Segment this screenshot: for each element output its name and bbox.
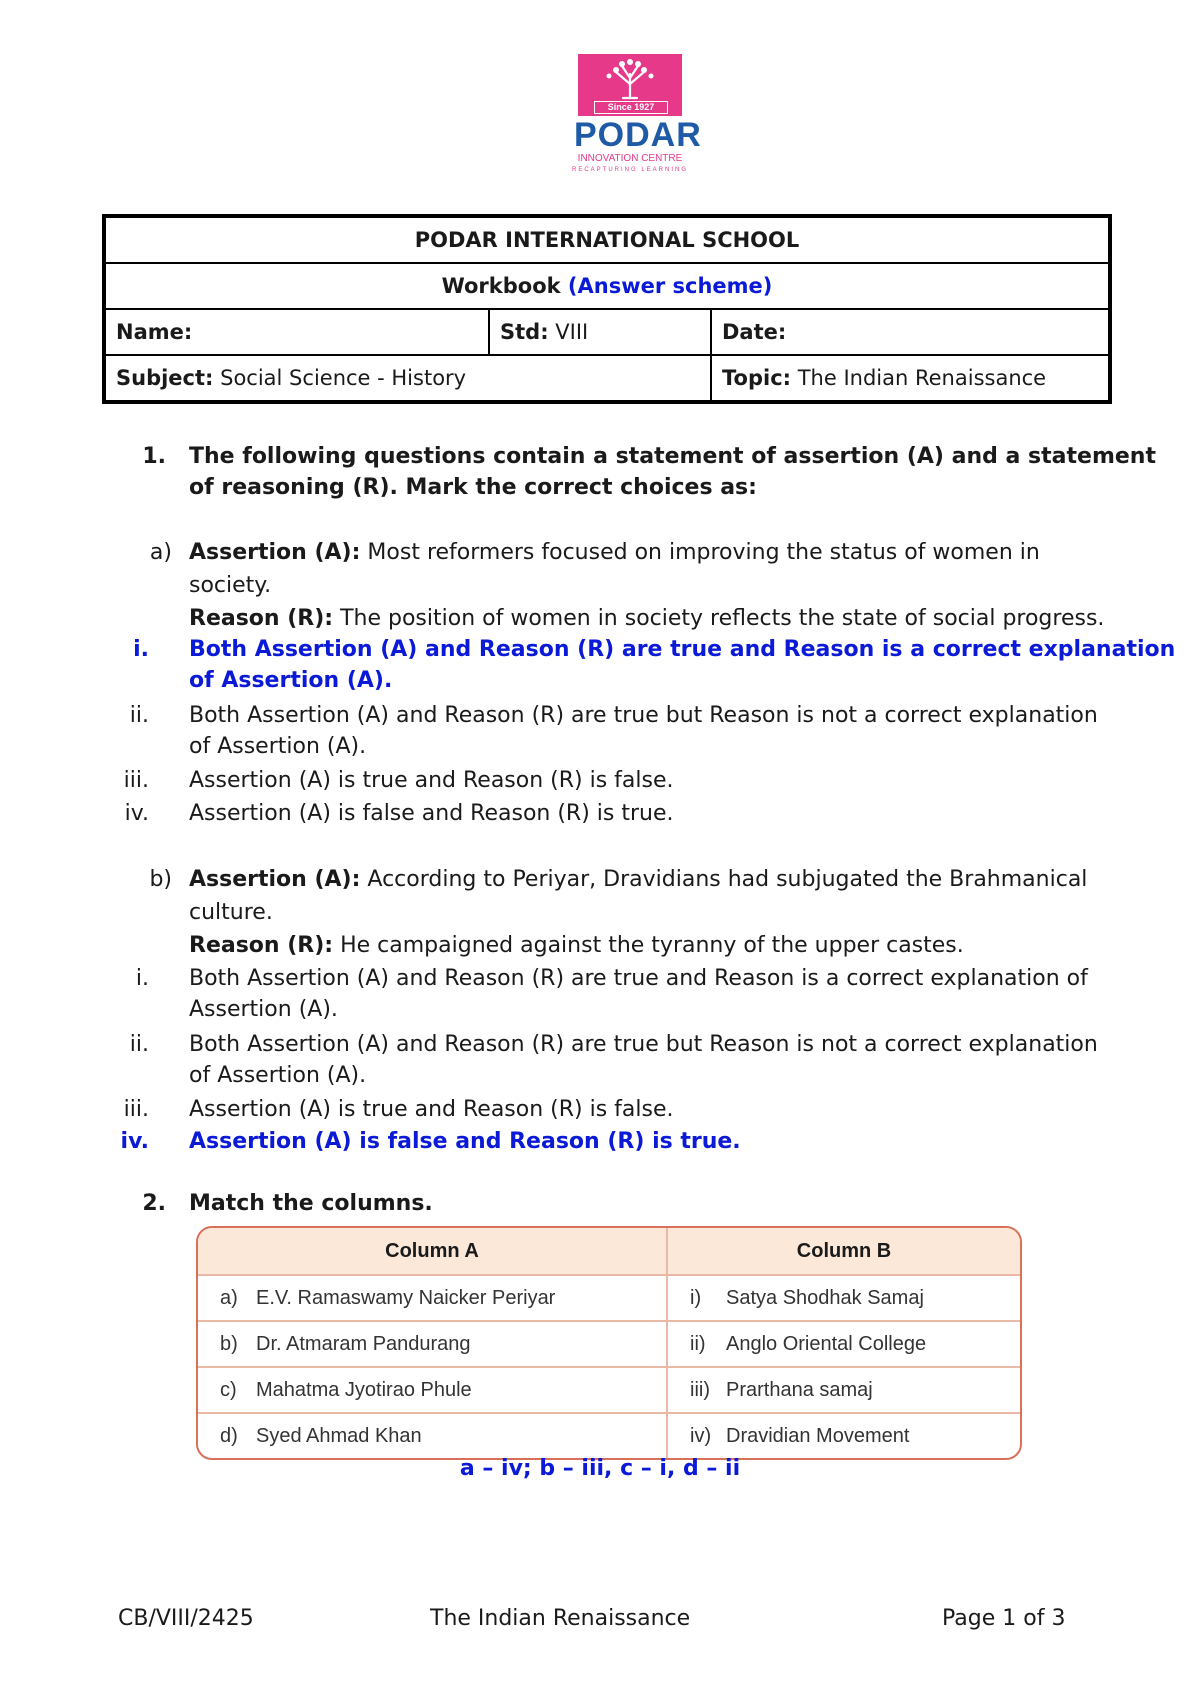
column-b-text: Satya Shodhak Samaj — [726, 1286, 924, 1309]
std-value: VIII — [555, 320, 589, 344]
table-row — [198, 1367, 1020, 1413]
column-b-cell — [667, 1367, 1020, 1413]
topic-cell — [711, 355, 1110, 402]
column-b-header: Column B — [667, 1228, 1020, 1275]
column-b-text: Dravidian Movement — [726, 1424, 910, 1447]
q1b-reason-label: Reason (R): — [189, 933, 334, 958]
q1b-assertion — [189, 865, 1087, 895]
podar-logo — [571, 54, 702, 178]
q1b-opt4-num: iv. — [120, 1129, 149, 1154]
school-name: PODAR INTERNATIONAL SCHOOL — [104, 216, 1110, 263]
q1a-opt2-line2: of Assertion (A). — [189, 734, 367, 759]
date-cell — [711, 309, 1110, 355]
q1a-reason-text: The position of women in society reflects the state of social progress. — [340, 606, 1105, 631]
q1a-assertion — [189, 538, 1040, 568]
subject-value: Social Science - History — [220, 366, 467, 390]
q1a-opt4-num: iv. — [124, 801, 149, 826]
match-table — [196, 1226, 1022, 1460]
footer-page: Page 1 of 3 — [942, 1606, 1066, 1631]
column-b-cell — [667, 1413, 1020, 1458]
q2-title: Match the columns. — [189, 1191, 433, 1216]
column-b-cell — [667, 1275, 1020, 1321]
subject-cell — [104, 355, 711, 402]
row-label: iii) — [690, 1378, 710, 1401]
match-answer: a – iv; b – iii, c – i, d – ii — [459, 1456, 741, 1481]
std-cell — [489, 309, 711, 355]
table-row — [198, 1321, 1020, 1367]
q1a-assertion-label: Assertion (A): — [189, 540, 361, 565]
std-label: Std: — [500, 320, 549, 344]
row-label: i) — [690, 1286, 702, 1309]
workbook-title — [104, 263, 1110, 309]
q1-text-line1: The following questions contain a statement of assertion (A) and a statement — [189, 444, 1156, 469]
q1a-opt1-line2: of Assertion (A). — [189, 668, 393, 693]
column-b-text: Prarthana samaj — [726, 1378, 873, 1401]
row-label: ii) — [690, 1332, 706, 1355]
q1a-reason-label: Reason (R): — [189, 606, 334, 631]
row-label: a) — [220, 1286, 238, 1309]
column-b-text: Anglo Oriental College — [726, 1332, 927, 1355]
q1b-assertion-label: Assertion (A): — [189, 867, 361, 892]
name-label: Name: — [116, 320, 193, 344]
q1a-opt4: Assertion (A) is false and Reason (R) is true. — [189, 801, 674, 826]
workbook-label: Workbook — [441, 274, 561, 298]
column-a-cell — [198, 1367, 667, 1413]
logo-since: Since 1927 — [594, 101, 668, 114]
q2-number: 2. — [142, 1191, 166, 1216]
column-a-text: E.V. Ramaswamy Naicker Periyar — [256, 1286, 556, 1309]
q1a-opt1-line1: Both Assertion (A) and Reason (R) are true and Reason is a correct explanation — [189, 637, 1176, 662]
date-label: Date: — [722, 320, 787, 344]
table-row — [198, 1275, 1020, 1321]
q1a-opt3-num: iii. — [123, 768, 149, 793]
row-label: d) — [220, 1424, 238, 1447]
column-a-cell — [198, 1413, 667, 1458]
q1b-opt1-line1: Both Assertion (A) and Reason (R) are true and Reason is a correct explanation of — [189, 966, 1088, 991]
q1b-opt3-num: iii. — [123, 1097, 149, 1122]
column-b-cell — [667, 1321, 1020, 1367]
column-a-text: Dr. Atmaram Pandurang — [256, 1332, 471, 1355]
topic-label: Topic: — [722, 366, 792, 390]
logo-tagline: RECAPTURING LEARNING — [571, 167, 688, 173]
q1b-opt2-num: ii. — [129, 1032, 149, 1057]
logo-subtitle: INNOVATION CENTRE — [577, 153, 683, 164]
row-label: iv) — [690, 1424, 712, 1447]
column-a-text: Mahatma Jyotirao Phule — [256, 1378, 472, 1401]
name-cell — [104, 309, 489, 355]
logo-name: PODAR — [574, 116, 702, 154]
answer-scheme-label: (Answer scheme) — [567, 274, 773, 298]
q1a-reason — [189, 604, 1104, 634]
footer-code: CB/VIII/2425 — [118, 1606, 254, 1631]
q1b-opt4: Assertion (A) is false and Reason (R) is true. — [189, 1129, 741, 1154]
q1a-opt2-num: ii. — [129, 703, 149, 728]
topic-value: The Indian Renaissance — [797, 366, 1047, 390]
q1-text-line2: of reasoning (R). Mark the correct choices as: — [189, 475, 757, 500]
q1b-reason — [189, 931, 964, 961]
q1a-assertion-text: Most reformers focused on improving the status of women in — [367, 540, 1040, 565]
column-a-cell — [198, 1275, 667, 1321]
q1b-reason-text: He campaigned against the tyranny of the upper castes. — [340, 933, 964, 958]
q1b-label: b) — [149, 867, 172, 892]
column-a-text: Syed Ahmad Khan — [256, 1424, 422, 1447]
q1a-opt1-num: i. — [133, 637, 149, 662]
header-table — [102, 214, 1112, 404]
footer-title: The Indian Renaissance — [430, 1606, 691, 1631]
q1a-opt2-line1: Both Assertion (A) and Reason (R) are true but Reason is not a correct explanation — [189, 703, 1098, 728]
column-a-cell — [198, 1321, 667, 1367]
q1b-opt2-line1: Both Assertion (A) and Reason (R) are true but Reason is not a correct explanation — [189, 1032, 1098, 1057]
q1a-assertion-cont: society. — [189, 573, 272, 598]
q1a-label: a) — [149, 540, 172, 565]
logo-tree-badge — [578, 54, 682, 116]
q1b-assertion-text: According to Periyar, Dravidians had subjugated the Brahmanical — [367, 867, 1088, 892]
q1b-opt3: Assertion (A) is true and Reason (R) is false. — [189, 1097, 674, 1122]
row-label: b) — [220, 1332, 238, 1355]
row-label: c) — [220, 1378, 237, 1401]
q1b-opt1-num: i. — [135, 966, 149, 991]
table-row — [198, 1413, 1020, 1458]
subject-label: Subject: — [116, 366, 214, 390]
q1-number: 1. — [142, 444, 166, 469]
q1b-opt2-line2: of Assertion (A). — [189, 1063, 367, 1088]
q1b-opt1-line2: Assertion (A). — [189, 997, 338, 1022]
q1b-assertion-cont: culture. — [189, 900, 273, 925]
column-a-header: Column A — [198, 1228, 667, 1275]
q1a-opt3: Assertion (A) is true and Reason (R) is false. — [189, 768, 674, 793]
